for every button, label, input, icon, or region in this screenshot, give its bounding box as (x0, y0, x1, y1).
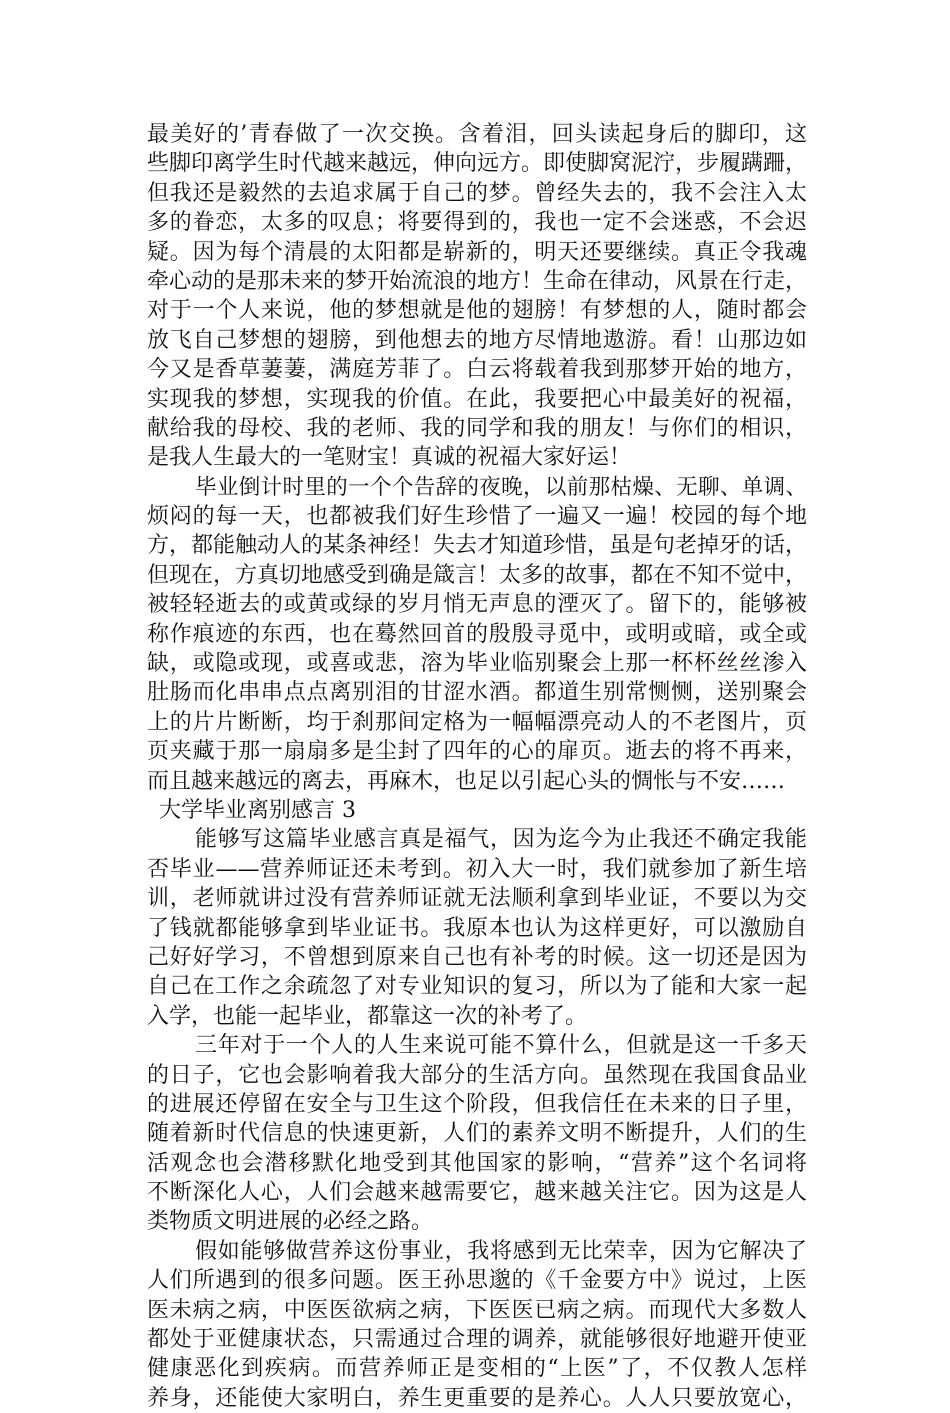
paragraph-first-line: 毕业倒计时里的一个个告辞的夜晚，以前那枯燥、无聊、单调、 (195, 474, 807, 500)
text-line: 入学，也能一起毕业，都靠这一次的补考了。 (147, 1003, 588, 1029)
text-line: 不断深化人心，人们会越来越需要它，越来越关注它。因为这是人 (147, 1180, 807, 1206)
paragraph-first-line: 能够写这篇毕业感言真是福气，因为迄今为止我还不确定我能 (195, 827, 807, 853)
text-line: 方，都能触动人的某条神经！失去才知道珍惜，虽是句老掉牙的话， (147, 533, 808, 559)
text-line: 最美好的’青春做了一次交换。含着泪，回头读起身后的脚印，这 (147, 122, 807, 147)
text-line: 疑。因为每个清晨的太阳都是崭新的，明天还要继续。真正令我魂 (147, 239, 807, 265)
text-line: 类物质文明进展的必经之路。 (147, 1209, 434, 1235)
text-line: 健康恶化到疾病。而营养师正是变相的“上医”了，不仅教人怎样 (147, 1356, 807, 1382)
text-line: 人们所遇到的很多问题。医王孙思邈的《千金要方中》说过，上医 (147, 1268, 807, 1294)
text-line: 的进展还停留在安全与卫生这个阶段，但我信任在未来的日子里， (147, 1091, 807, 1117)
text-line: 被轻轻逝去的或黄或绿的岁月悄无声息的湮灭了。留下的，能够被 (147, 592, 807, 618)
text-line: 训，老师就讲过没有营养师证就无法顺利拿到毕业证，不要以为交 (147, 886, 807, 912)
paragraph-first-line: 假如能够做营养这份事业，我将感到无比荣幸，因为它解决了 (195, 1238, 807, 1264)
text-line: 放飞自己梦想的翅膀，到他想去的地方尽情地遨游。看！山那边如 (147, 327, 807, 353)
text-line: 称作痕迹的东西，也在蓦然回首的殷殷寻觅中，或明或暗，或全或 (147, 621, 807, 647)
text-line: 肚肠而化串串点点离别泪的甘涩水酒。都道生别常恻恻，送别聚会 (147, 680, 807, 706)
text-line: 是我人生最大的一笔财宝！真诚的祝福大家好运！ (147, 445, 632, 471)
text-line: 的日子，它也会影响着我大部分的生活方向。虽然现在我国食品业 (147, 1062, 807, 1088)
text-line: 活观念也会潜移默化地受到其他国家的影响，“营养”这个名词将 (147, 1150, 807, 1176)
document-body (147, 120, 807, 1413)
text-line: 但我还是毅然的去追求属于自己的梦。曾经失去的，我不会注入太 (147, 180, 807, 206)
text-line: 否毕业——营养师证还未考到。初入大一时，我们就参加了新生培 (147, 856, 807, 882)
text-line: 烦闷的每一天，也都被我们好生珍惜了一遍又一遍！校园的每个地 (147, 504, 807, 530)
text-line: 随着新时代信息的快速更新，人们的素养文明不断提升，人们的生 (147, 1121, 807, 1147)
text-line: 页夹藏于那一扇扇多是尘封了四年的心的扉页。逝去的将不再来， (147, 739, 807, 765)
text-line: 献给我的母校、我的老师、我的同学和我的朋友！与你们的相识， (147, 415, 807, 441)
text-line: 但现在，方真切地感受到确是箴言！太多的故事，都在不知不觉中， (147, 562, 808, 588)
text-line: 而且越来越远的离去，再麻木，也足以引起心头的惆怅与不安…… (147, 768, 786, 794)
text-line: 了钱就都能够拿到毕业证书。我原本也认为这样更好，可以激励自 (147, 915, 807, 941)
paragraph-first-line: 三年对于一个人的人生来说可能不算什么，但就是这一千多天 (195, 1033, 807, 1059)
text-line: 实现我的梦想，实现我的价值。在此，我要把心中最美好的祝福， (147, 386, 807, 412)
text-line: 些脚印离学生时代越来越远，伸向远方。即使脚窝泥泞，步履蹒跚， (147, 151, 808, 177)
text-line: 对于一个人来说，他的梦想就是他的翅膀！有梦想的人，随时都会 (147, 298, 807, 324)
text-line: 牵心动的是那未来的梦开始流浪的地方！生命在律动，风景在行走， (147, 268, 808, 294)
text-line: 缺，或隐或现，或喜或悲，溶为毕业临别聚会上那一杯杯丝丝渗入 (147, 651, 807, 677)
text-line: 己好好学习，不曾想到原来自己也有补考的时候。这一切还是因为 (147, 944, 807, 970)
text-line: 自己在工作之余疏忽了对专业知识的复习，所以为了能和大家一起 (147, 974, 807, 1000)
text-line: 多的眷恋，太多的叹息；将要得到的，我也一定不会迷惑，不会迟 (147, 210, 807, 236)
text-line: 医未病之病，中医医欲病之病，下医医已病之病。而现代大多数人 (147, 1297, 807, 1323)
text-line: 上的片片断断，均于刹那间定格为一幅幅漂亮动人的不老图片，页 (147, 709, 807, 735)
text-line: 养身，还能使大家明白，养生更重要的是养心。人人只要放宽心， (147, 1385, 807, 1411)
section-heading: 大学毕业离别感言 3 (159, 797, 356, 823)
text-line: 今又是香草萋萋，满庭芳菲了。白云将载着我到那梦开始的地方， (147, 357, 807, 383)
text-line: 都处于亚健康状态，只需通过合理的调养，就能够很好地避开使亚 (147, 1327, 807, 1353)
